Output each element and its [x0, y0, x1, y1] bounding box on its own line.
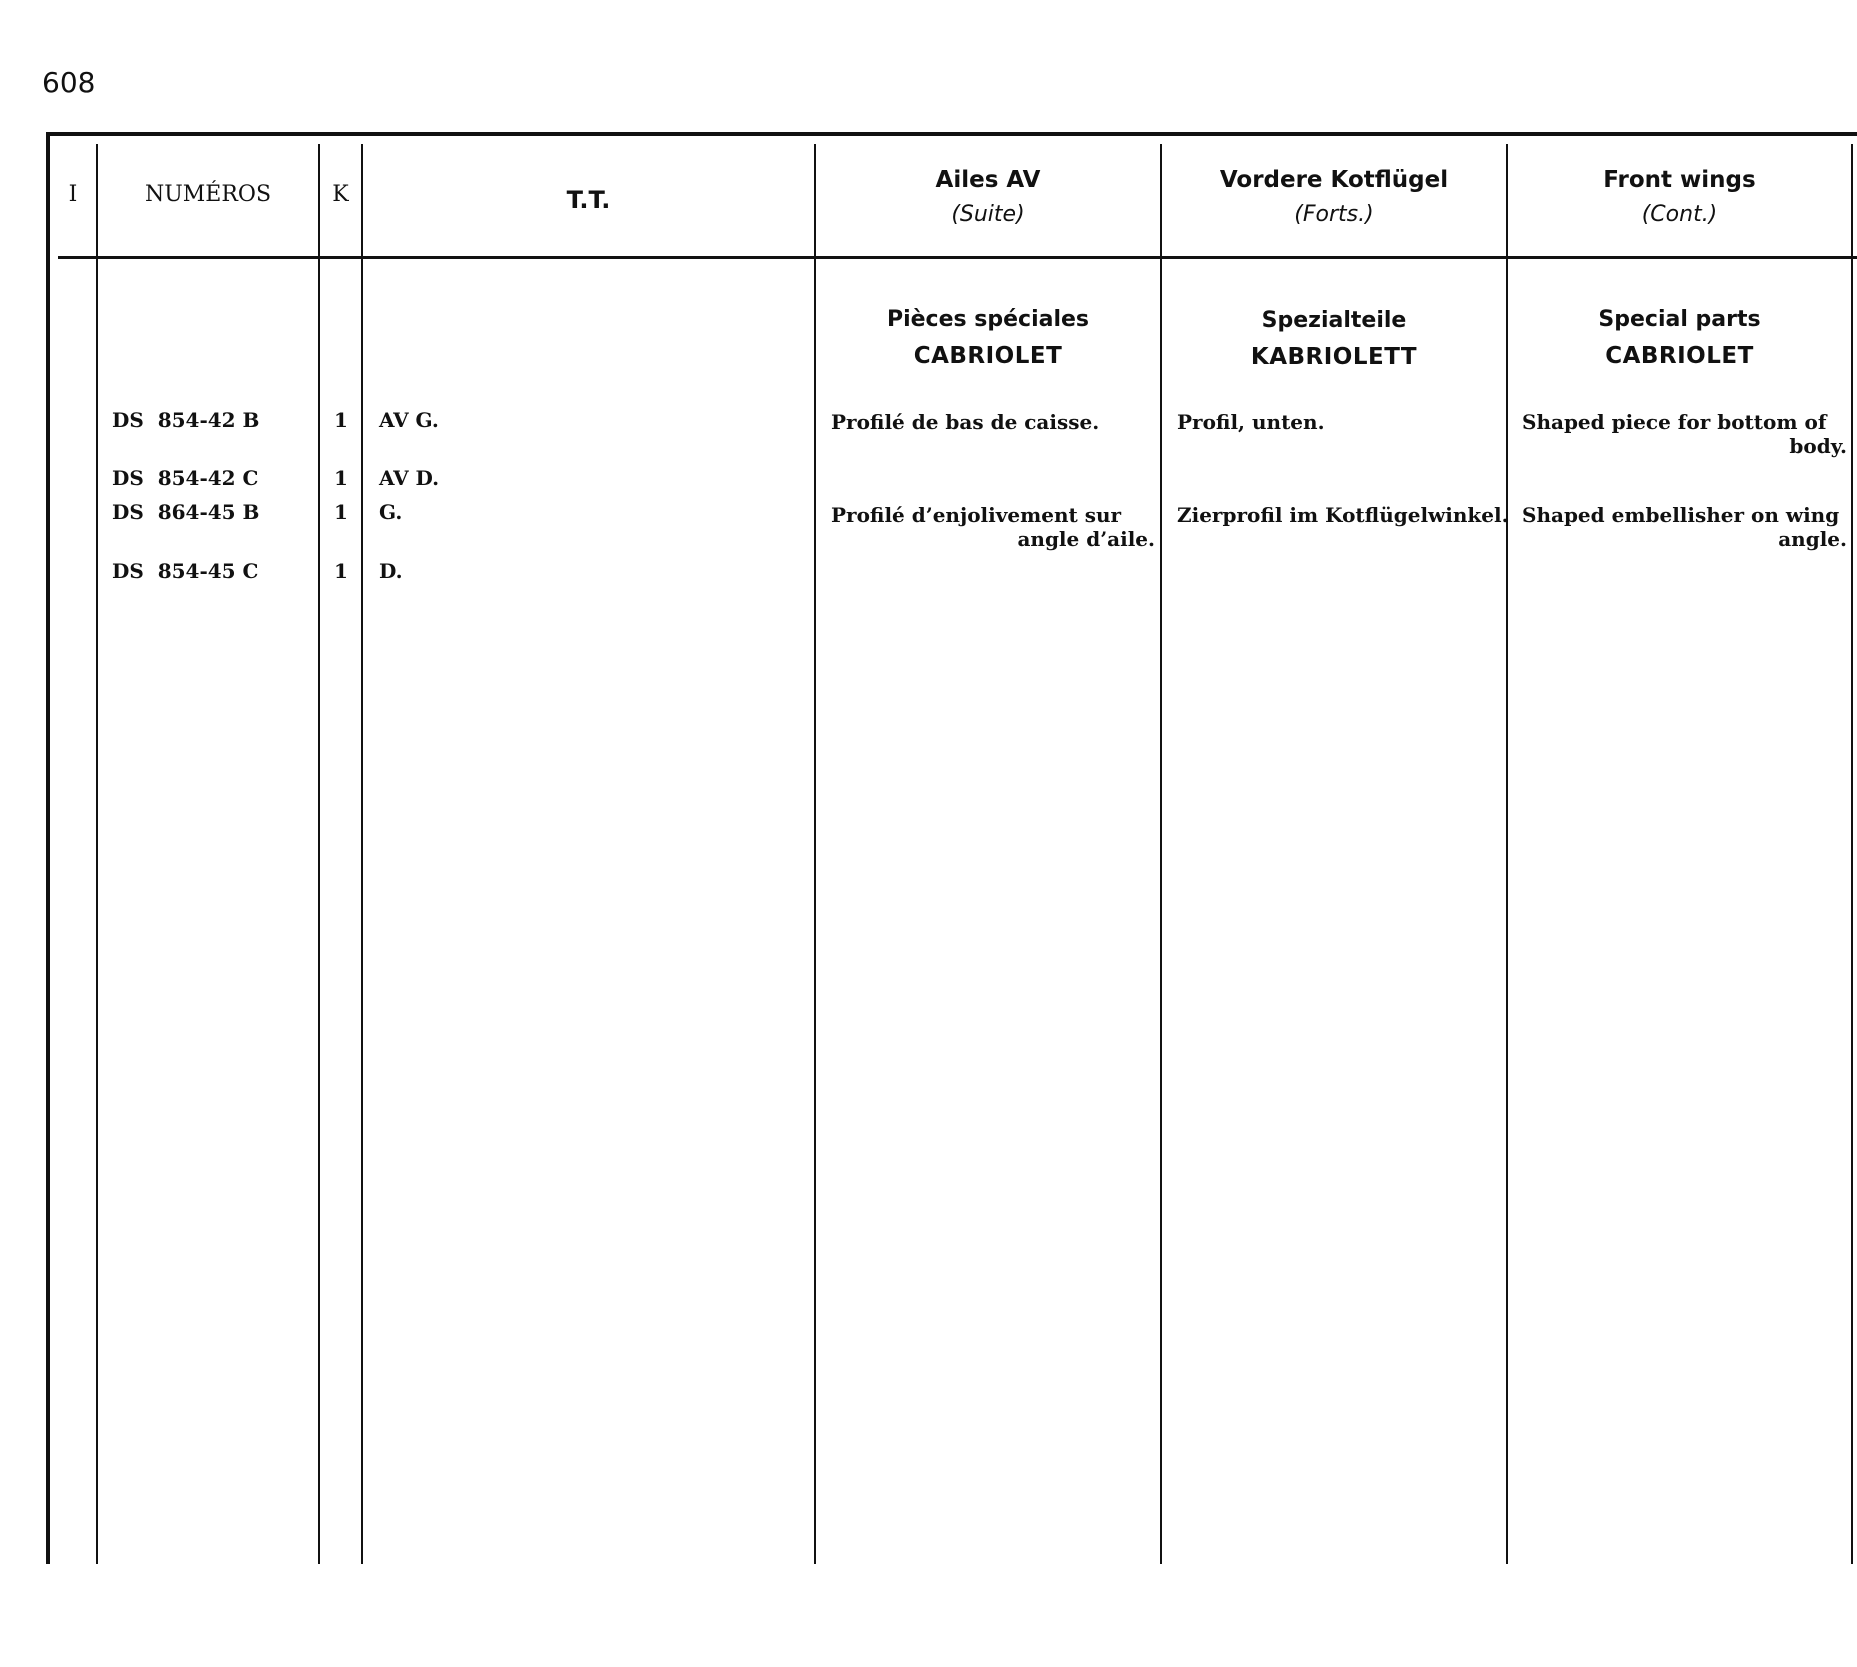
column-divider-numeros — [318, 144, 320, 1564]
page-number: 608 — [42, 66, 96, 99]
row-1-numero: DS 854-42 B — [112, 408, 260, 432]
table-left-border — [46, 134, 50, 1564]
desc-2-en-line2: angle. — [1778, 527, 1847, 551]
header-fr-sub: (Suite) — [951, 202, 1025, 227]
section-fr-line1: Pièces spéciales — [886, 307, 1090, 332]
row-4-numero: DS 854-45 C — [112, 559, 259, 583]
column-divider-en — [1851, 144, 1853, 1564]
section-de-line2: KABRIOLETT — [1250, 344, 1418, 370]
header-en-title: Front wings — [1603, 167, 1756, 193]
row-3-tt: G. — [379, 500, 403, 524]
row-2-numero: DS 854-42 C — [112, 466, 259, 490]
row-4-k: 1 — [334, 559, 348, 583]
desc-2-fr-line2: angle d’aile. — [1017, 527, 1155, 551]
header-col-numeros: NUMÉROS — [144, 182, 272, 207]
header-de-title: Vordere Kotflügel — [1219, 167, 1449, 193]
desc-1-en-line2: body. — [1789, 434, 1847, 458]
header-de-sub: (Forts.) — [1294, 202, 1374, 227]
desc-1-fr: Profilé de bas de caisse. — [831, 410, 1100, 434]
table-top-rule — [46, 132, 1857, 136]
section-fr-line2: CABRIOLET — [913, 343, 1063, 369]
column-divider-i — [96, 144, 98, 1564]
row-2-tt: AV D. — [379, 466, 440, 490]
desc-1-en-line1: Shaped piece for bottom of — [1522, 410, 1827, 434]
desc-2-en-line1: Shaped embellisher on wing — [1522, 503, 1840, 527]
desc-1-de: Profil, unten. — [1177, 410, 1325, 434]
desc-2-fr-line1: Profilé d’enjolivement sur — [831, 503, 1122, 527]
section-en-line1: Special parts — [1598, 307, 1761, 332]
column-divider-k — [361, 144, 363, 1564]
header-col-k: K — [332, 182, 349, 207]
header-fr-title: Ailes AV — [935, 167, 1041, 193]
row-2-k: 1 — [334, 466, 348, 490]
header-bottom-rule — [58, 256, 1857, 259]
desc-2-de: Zierprofil im Kotflügelwinkel. — [1177, 503, 1509, 527]
header-en-sub: (Cont.) — [1641, 202, 1718, 227]
section-en-line2: CABRIOLET — [1605, 343, 1754, 369]
row-1-tt: AV G. — [379, 408, 439, 432]
row-4-tt: D. — [379, 559, 403, 583]
section-de-line1: Spezialteile — [1261, 308, 1407, 333]
row-3-k: 1 — [334, 500, 348, 524]
header-col-i: I — [68, 182, 78, 207]
header-col-tt: T.T. — [566, 186, 611, 214]
row-3-numero: DS 864-45 B — [112, 500, 260, 524]
row-1-k: 1 — [334, 408, 348, 432]
